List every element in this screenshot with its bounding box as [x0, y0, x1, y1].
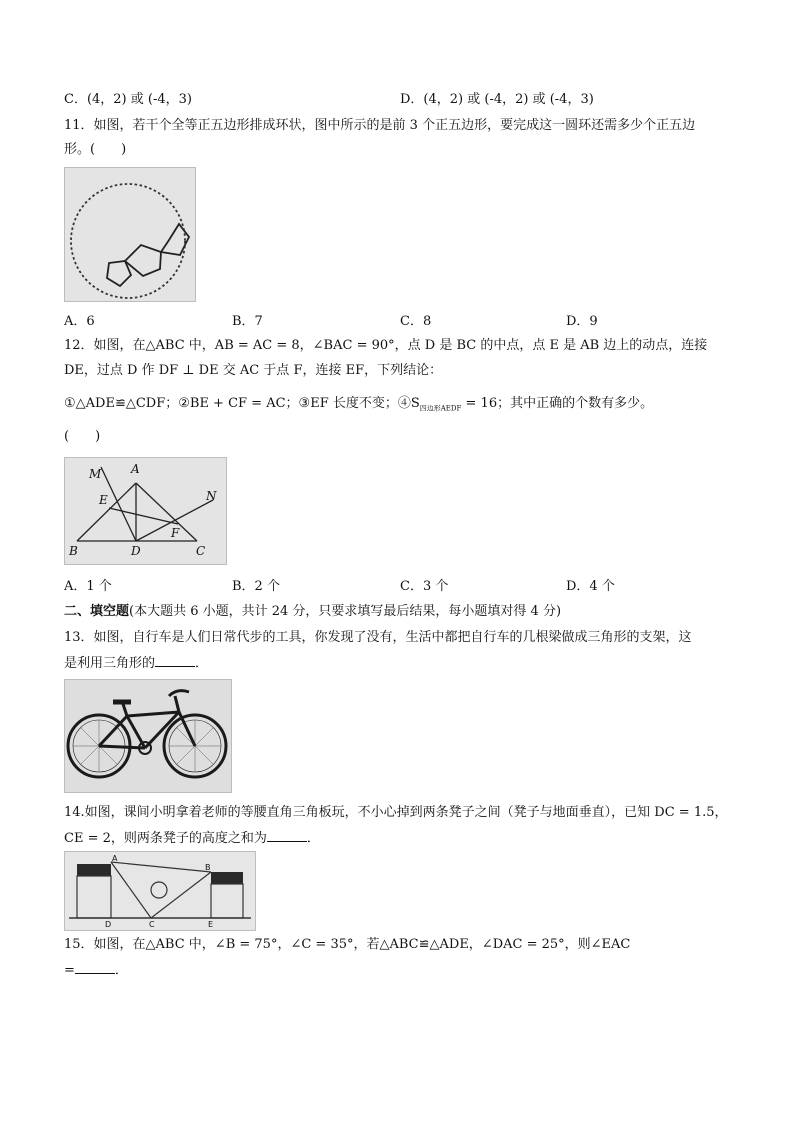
q11-option-a: A．6 — [64, 314, 95, 329]
q14-answer-blank — [267, 829, 307, 842]
q13-stem-end: ． — [195, 656, 209, 671]
q12-option-c: C．3 个 — [400, 579, 449, 594]
q12-statements-end: = 16；其中正确的个数有多少。 — [461, 396, 654, 411]
q12-statements — [64, 395, 653, 418]
q12-stem-line2: DE，过点 D 作 DF ⊥ DE 交 AC 于点 F，连接 EF，下列结论： — [64, 363, 443, 378]
q12-option-b: B．2 个 — [232, 579, 280, 594]
q12-area-subscript: 四边形AEDF — [419, 404, 462, 413]
q11-option-c: C．8 — [400, 314, 432, 329]
q12-statements-main: ①△ADE≌△CDF；②BE + CF = AC；③EF 长度不变；④S — [64, 396, 420, 411]
section2-title: 二、填空题 — [64, 604, 130, 619]
q15-stem-end: ． — [114, 963, 128, 978]
q14-label-c: C — [149, 920, 155, 929]
q14-stem-end: ． — [306, 831, 320, 846]
q11-stem-line1: 11．如图，若干个全等正五边形排成环状，图中所示的是前 3 个正五边形，要完成这一圆环还需多少个正五边 — [64, 118, 696, 133]
q12-label-a: A — [131, 462, 140, 476]
q12-triangle-figure — [64, 457, 227, 565]
q12-label-f: F — [171, 526, 180, 540]
q12-option-d: D．4 个 — [566, 579, 615, 594]
q13-stem-line2 — [64, 654, 208, 673]
q14-label-b: B — [205, 863, 211, 872]
q12-label-m: M — [89, 467, 102, 481]
q15-stem-line2 — [64, 961, 128, 980]
q14-label-a: A — [112, 854, 118, 863]
q12-stem-line1: 12．如图，在△ABC 中，AB = AC = 8，∠BAC = 90°，点 D 是 BC 的中点，点 E 是 AB 边上的动点，连接 — [64, 338, 708, 353]
q12-label-n: N — [206, 489, 217, 503]
q15-stem-text: = — [64, 963, 75, 978]
q15-answer-blank — [75, 961, 115, 974]
q11-option-b: B．7 — [232, 314, 263, 329]
q13-bicycle-photo — [64, 679, 232, 793]
q13-stem-text: 是利用三角形的 — [64, 656, 156, 671]
q14-stem-line2 — [64, 829, 320, 848]
q12-answer-paren: ( ) — [64, 429, 101, 444]
q12-label-d: D — [131, 544, 141, 558]
q13-answer-blank — [155, 654, 195, 667]
section2-heading — [64, 603, 561, 621]
q12-label-c: C — [196, 544, 206, 558]
section2-note: (本大题共 6 小题，共计 24 分，只要求填写最后结果，每小题填对得 4 分) — [129, 604, 562, 619]
q11-option-d: D．9 — [566, 314, 598, 329]
q10-option-c: C．(4，2) 或 (-4，3) — [64, 92, 192, 107]
q14-stem-line1: 14.如图，课间小明拿着老师的等腰直角三角板玩，不小心掉到两条凳子之间（凳子与地面垂直），已知 DC = 1.5， — [64, 805, 728, 820]
q12-label-b: B — [69, 544, 78, 558]
q14-label-d: D — [105, 920, 112, 929]
q12-option-a: A．1 个 — [64, 579, 112, 594]
q14-stools-figure — [64, 851, 256, 931]
q11-stem-line2: 形。( ) — [64, 142, 127, 157]
q15-stem-line1: 15．如图，在△ABC 中，∠B = 75°，∠C = 35°，若△ABC≌△ADE，∠DAC = 25°，则∠EAC — [64, 937, 631, 952]
q11-pentagon-ring-figure — [64, 167, 196, 302]
q14-stem-text: CE = 2，则两条凳子的高度之和为 — [64, 831, 267, 846]
q14-label-e: E — [208, 920, 214, 929]
q13-stem-line1: 13．如图，自行车是人们日常代步的工具，你发现了没有，生活中都把自行车的几根梁做成三角形的支架，这 — [64, 630, 692, 645]
q10-option-d: D．(4，2) 或 (-4，2) 或 (-4，3) — [400, 92, 594, 107]
q12-label-e: E — [99, 493, 108, 507]
